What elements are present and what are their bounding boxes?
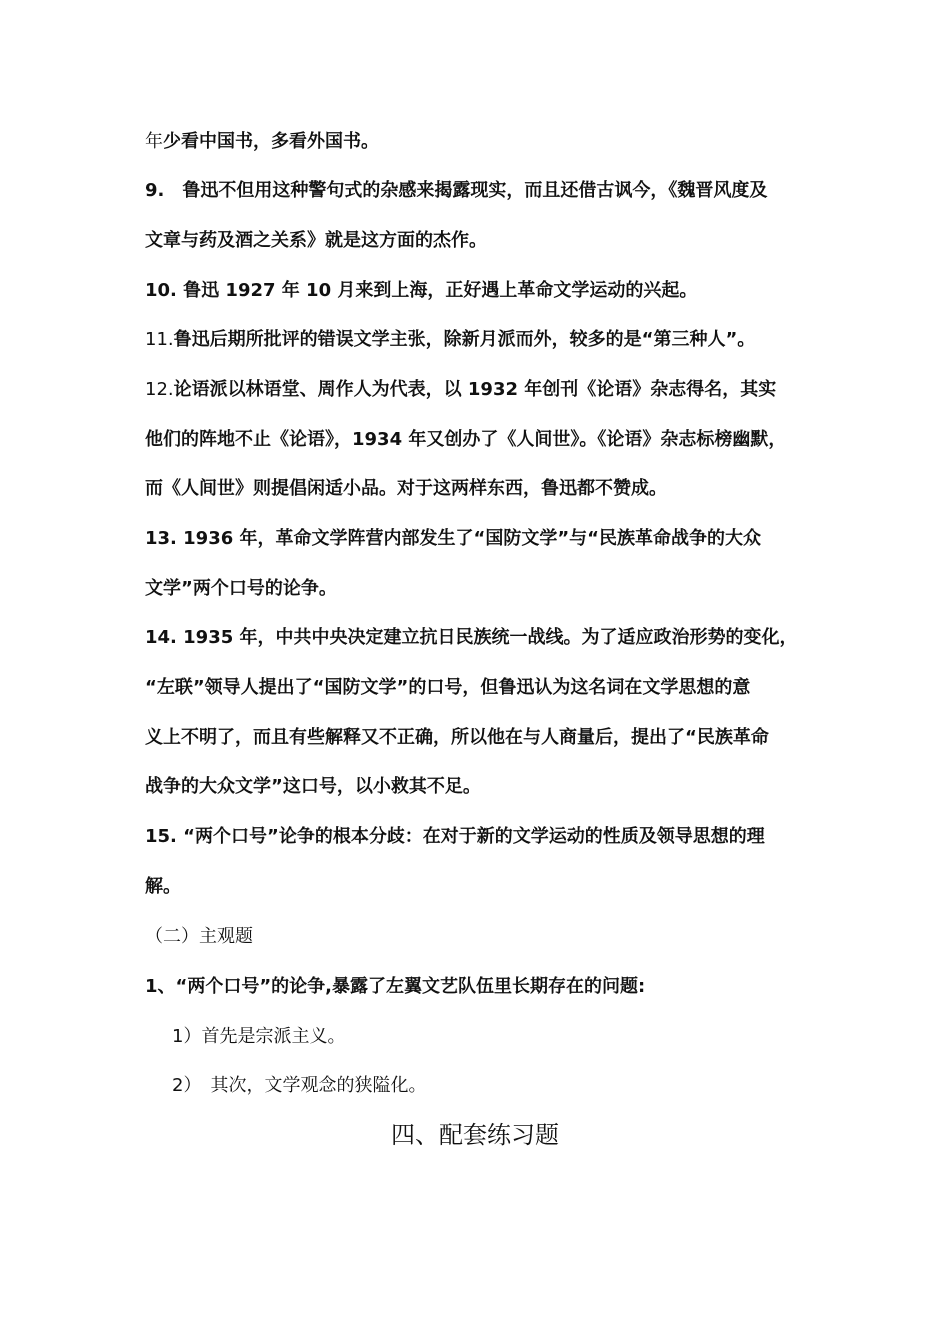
line-text: 1、“两个口号”的论争,暴露了左翼文艺队伍里长期存在的问题: bbox=[145, 976, 646, 997]
text-line bbox=[145, 229, 815, 253]
text-line bbox=[145, 626, 815, 650]
section-heading: 四、配套练习题 bbox=[391, 1121, 559, 1149]
text-line bbox=[145, 825, 815, 849]
line-text: “左联”领导人提出了“国防文学”的口号，但鲁迅认为这名词在文学思想的意 bbox=[145, 677, 751, 698]
line-text: 文学”两个口号的论争。 bbox=[145, 578, 337, 599]
text-line bbox=[145, 726, 815, 750]
line-text: 论语派以林语堂、周作人为代表，以 1932 年创刊《论语》杂志得名，其实 bbox=[173, 379, 777, 400]
text-line bbox=[145, 477, 815, 501]
line-text: 13. 1936 年，革命文学阵营内部发生了“国防文学”与“民族革命战争的大众 bbox=[145, 528, 762, 549]
text-line bbox=[145, 428, 815, 452]
line-text: 15. “两个口号”论争的根本分歧：在对于新的文学运动的性质及领导思想的理 bbox=[145, 826, 765, 847]
text-line bbox=[145, 676, 815, 700]
text-line bbox=[145, 378, 815, 402]
line-text: 而《人间世》则提倡闲适小品。对于这两样东西，鲁迅都不赞成。 bbox=[145, 478, 667, 499]
line-text: 解。 bbox=[145, 876, 181, 897]
text-line bbox=[145, 179, 815, 203]
subsection-title bbox=[145, 925, 815, 949]
line-text: 少看中国书，多看外国书。 bbox=[163, 131, 379, 152]
line-text: 义上不明了，而且有些解释又不正确，所以他在与人商量后，提出了“民族革命 bbox=[145, 727, 769, 748]
list-item bbox=[172, 1074, 842, 1098]
text-line bbox=[145, 875, 815, 899]
line-text: 14. 1935 年，中共中央决定建立抗日民族统一战线。为了适应政治形势的变化， bbox=[145, 627, 798, 648]
text-line bbox=[145, 279, 815, 303]
text-line bbox=[145, 328, 815, 352]
list-item bbox=[172, 1025, 842, 1049]
line-text: 1）首先是宗派主义。 bbox=[172, 1026, 346, 1047]
line-text: （二）主观题 bbox=[145, 926, 253, 947]
line-text: 2） 其次，文学观念的狭隘化。 bbox=[172, 1075, 427, 1096]
text-line bbox=[145, 577, 815, 601]
text-line bbox=[145, 527, 815, 551]
line-prefix: 11. bbox=[145, 329, 174, 350]
line-text: 战争的大众文学”这口号，以小救其不足。 bbox=[145, 776, 481, 797]
line-prefix: 12. bbox=[145, 379, 174, 400]
line-text: 10. 鲁迅 1927 年 10 月来到上海，正好遇上革命文学运动的兴起。 bbox=[145, 280, 698, 301]
line-text: 9. 鲁迅不但用这种警句式的杂感来揭露现实，而且还借古讽今，《魏晋风度及 bbox=[145, 180, 768, 201]
line-text: 他们的阵地不止《论语》，1934 年又创办了《人间世》。《论语》杂志标榜幽默， bbox=[145, 429, 787, 450]
line-text: 鲁迅后期所批评的错误文学主张，除新月派而外，较多的是“第三种人”。 bbox=[173, 329, 756, 350]
text-line bbox=[145, 775, 815, 799]
text-line bbox=[145, 130, 815, 154]
line-prefix: 年 bbox=[145, 131, 163, 152]
line-text: 文章与药及酒之关系》就是这方面的杰作。 bbox=[145, 230, 487, 251]
text-line bbox=[145, 975, 815, 999]
